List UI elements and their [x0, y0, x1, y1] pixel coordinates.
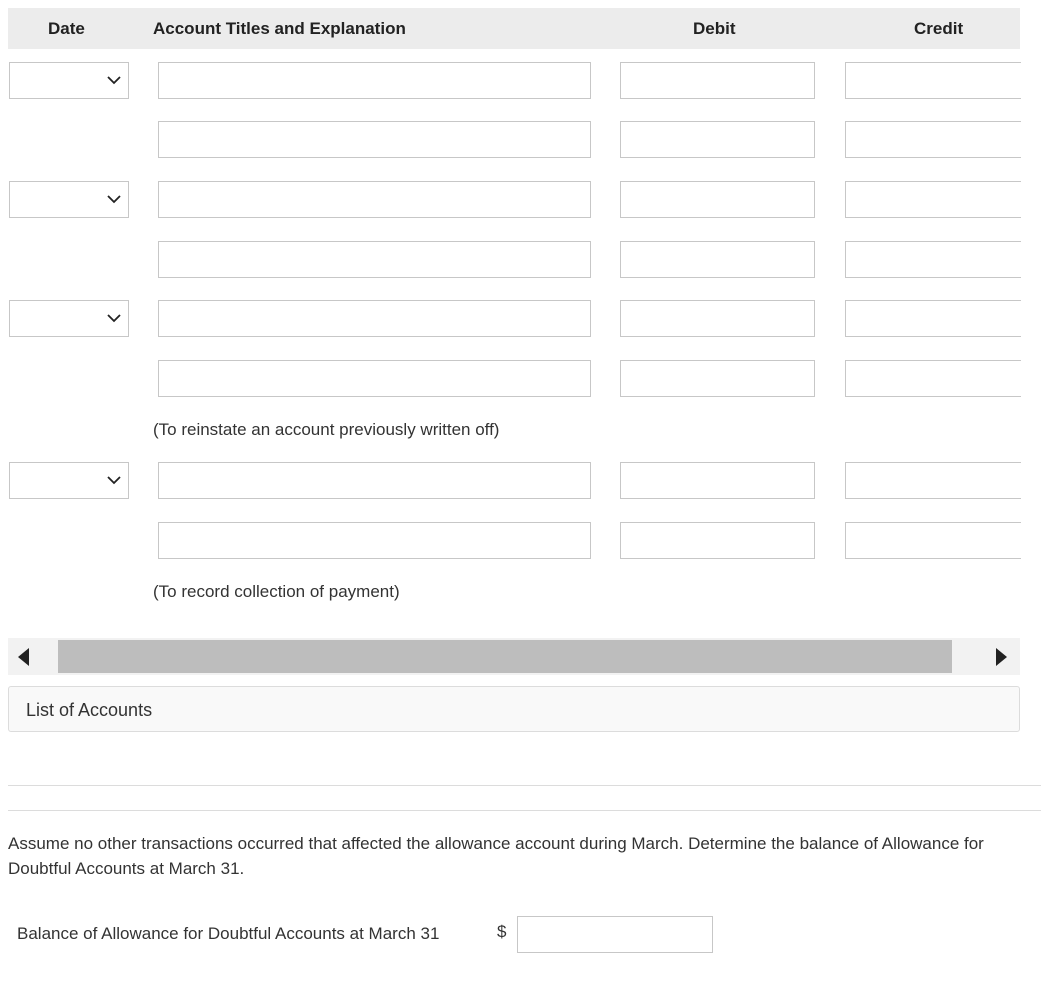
date-select[interactable]: [9, 181, 129, 218]
chevron-down-icon: [106, 310, 122, 326]
entry-explanation-note: (To record collection of payment): [153, 582, 400, 601]
list-of-accounts-button[interactable]: [8, 686, 1020, 732]
debit-input[interactable]: [620, 462, 815, 499]
account-title-input[interactable]: [158, 62, 591, 99]
credit-input[interactable]: [845, 121, 1021, 158]
header-account-titles: Account Titles and Explanation: [153, 19, 406, 38]
credit-input[interactable]: [845, 300, 1021, 337]
question-text: Assume no other transactions occurred that affected the allowance account during March. Determine the balance of Allowance for Doubtful Accounts at March 31.: [8, 834, 984, 878]
debit-input[interactable]: [620, 300, 815, 337]
date-select[interactable]: [9, 62, 129, 99]
debit-input[interactable]: [620, 522, 815, 559]
credit-input[interactable]: [845, 62, 1021, 99]
balance-label: Balance of Allowance for Doubtful Accounts at March 31: [17, 924, 440, 943]
account-title-input[interactable]: [158, 241, 591, 278]
debit-input[interactable]: [620, 360, 815, 397]
credit-input[interactable]: [845, 241, 1021, 278]
scrollbar-thumb[interactable]: [58, 640, 952, 673]
debit-input[interactable]: [620, 181, 815, 218]
arrow-right-icon[interactable]: [996, 648, 1007, 666]
date-select[interactable]: [9, 300, 129, 337]
chevron-down-icon: [106, 191, 122, 207]
balance-input[interactable]: [517, 916, 713, 953]
arrow-left-icon[interactable]: [18, 648, 29, 666]
chevron-down-icon: [106, 72, 122, 88]
date-select[interactable]: [9, 462, 129, 499]
entry-explanation-note: (To reinstate an account previously written off): [153, 420, 500, 439]
account-title-input[interactable]: [158, 121, 591, 158]
credit-input[interactable]: [845, 462, 1021, 499]
debit-input[interactable]: [620, 241, 815, 278]
chevron-down-icon: [106, 472, 122, 488]
account-title-input[interactable]: [158, 300, 591, 337]
header-credit: Credit: [914, 19, 964, 38]
list-of-accounts-label: List of Accounts: [26, 700, 153, 720]
account-title-input[interactable]: [158, 462, 591, 499]
credit-input[interactable]: [845, 360, 1021, 397]
debit-input[interactable]: [620, 62, 815, 99]
divider: [8, 785, 1041, 786]
credit-input[interactable]: [845, 522, 1021, 559]
currency-symbol: $: [497, 922, 507, 941]
divider: [8, 810, 1041, 811]
credit-input[interactable]: [845, 181, 1021, 218]
account-title-input[interactable]: [158, 181, 591, 218]
header-date: Date: [48, 19, 85, 38]
account-title-input[interactable]: [158, 360, 591, 397]
account-title-input[interactable]: [158, 522, 591, 559]
debit-input[interactable]: [620, 121, 815, 158]
header-debit: Debit: [693, 19, 736, 38]
